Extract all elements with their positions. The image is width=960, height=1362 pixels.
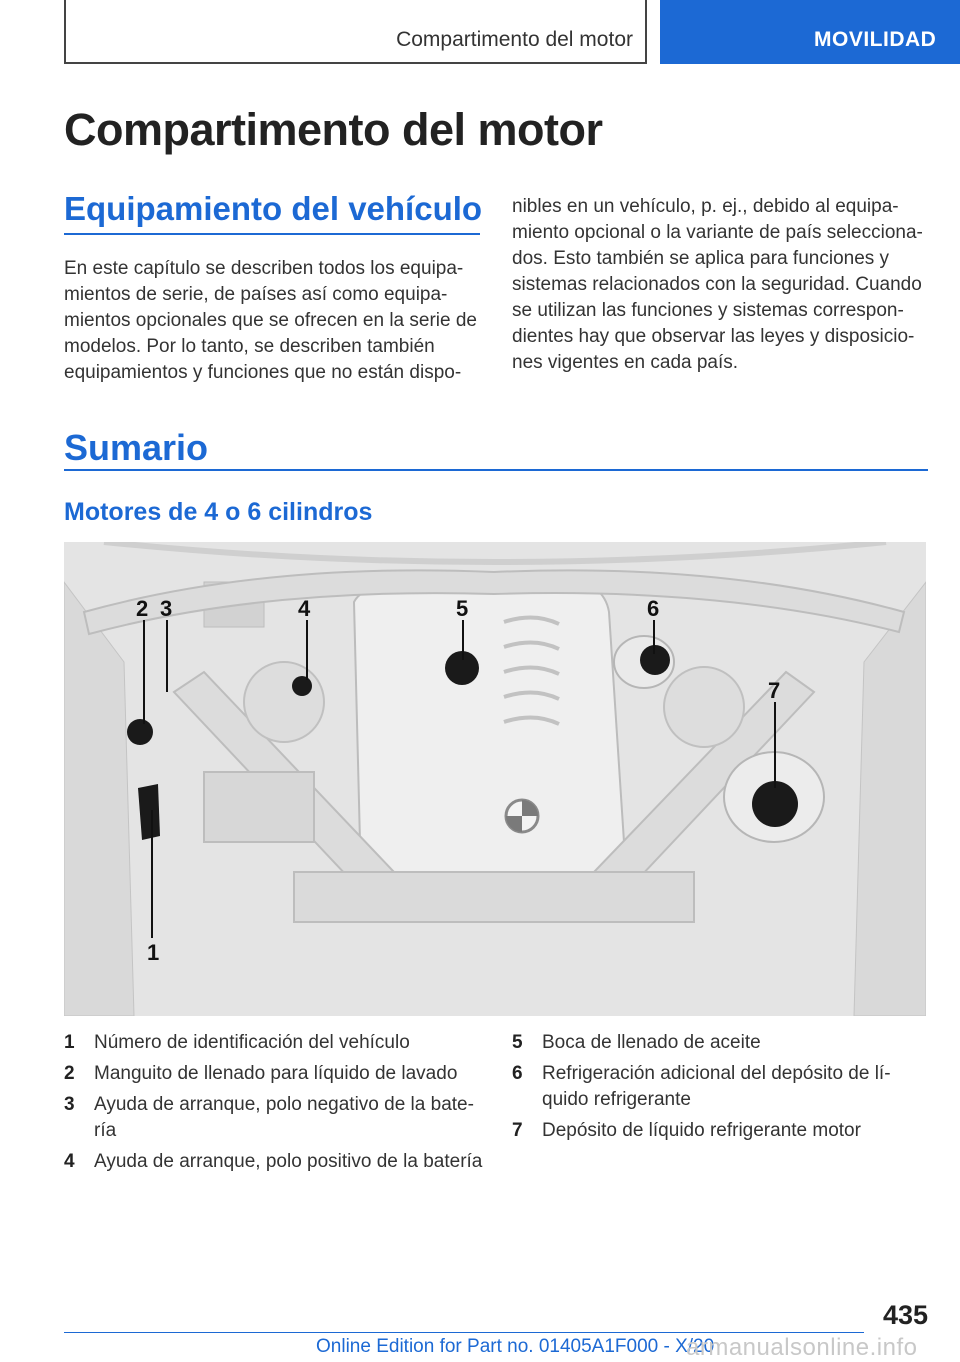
footer-edition: Online Edition for Part no. 01405A1F000 - X/20 <box>316 1336 715 1357</box>
legend-text: Refrigeración adicional del depósito de lí-quido refrigerante <box>542 1063 891 1110</box>
legend-number: 1 <box>64 1032 75 1053</box>
legend-item <box>64 1061 484 1087</box>
callout-5: 5 <box>456 596 469 621</box>
callout-3: 3 <box>160 596 173 621</box>
legend-number: 4 <box>64 1151 75 1172</box>
equipment-heading: Equipamiento del vehículo <box>64 190 483 227</box>
legend-number: 3 <box>64 1094 75 1115</box>
callout-2: 2 <box>136 596 149 621</box>
callout-4: 4 <box>298 596 311 621</box>
legend-number: 6 <box>512 1063 523 1084</box>
legend-item <box>64 1092 484 1144</box>
legend-item <box>512 1118 932 1144</box>
equipment-text-left: En este capítulo se describen todos los equipa-mientos de serie, de países así como equipa-mientos opcionales que se ofrecen en la serie de modelos. Por lo tanto, se describen también equipamientos y funciones que no están dispo- <box>64 258 477 383</box>
header-chapter-tab[interactable] <box>660 0 960 64</box>
legend-text: Depósito de líquido refrigerante motor <box>542 1120 861 1141</box>
engine-compartment-illustration <box>64 542 926 1016</box>
watermark: armanualsonline.info <box>686 1334 918 1361</box>
legend-item <box>64 1030 484 1056</box>
callout-6: 6 <box>647 596 660 621</box>
summary-heading-rule <box>64 469 928 471</box>
header-section-box <box>64 0 647 64</box>
footer-rule <box>64 1332 864 1333</box>
legend-text: Ayuda de arranque, polo positivo de la batería <box>94 1151 483 1172</box>
header-chapter-title: MOVILIDAD <box>814 28 937 51</box>
legend-text: Ayuda de arranque, polo negativo de la bate-ría <box>94 1094 474 1141</box>
legend-text: Número de identificación del vehículo <box>94 1032 410 1053</box>
legend-text: Manguito de llenado para líquido de lavado <box>94 1063 458 1084</box>
legend-text: Boca de llenado de aceite <box>542 1032 761 1053</box>
legend-item <box>512 1061 932 1113</box>
legend-list-left <box>64 1030 484 1180</box>
callout-7: 7 <box>768 678 781 703</box>
legend-number: 7 <box>512 1120 523 1141</box>
equipment-text-right: nibles en un vehículo, p. ej., debido al equipa-miento opcional o la variante de país seleccionа-dos. Esto también se aplica para funciones y sistemas relacionados con la seguridad. Cuando se utilizan las funciones y sistemas correspon-dientes hay que observar las leyes y disposicio-nes vigentes en cada país. <box>512 196 923 373</box>
equipment-heading-rule <box>64 233 480 235</box>
engine-subheading: Motores de 4 o 6 cilindros <box>64 498 373 526</box>
legend-item <box>512 1030 932 1056</box>
summary-heading: Sumario <box>64 427 209 468</box>
legend-number: 2 <box>64 1063 75 1084</box>
legend-number: 5 <box>512 1032 523 1053</box>
page-title: Compartimento del motor <box>64 104 603 155</box>
legend-item <box>64 1149 484 1175</box>
page-number: 435 <box>882 1300 928 1330</box>
callout-1: 1 <box>147 940 160 965</box>
legend-list-right <box>512 1030 932 1149</box>
header-section-title: Compartimento del motor <box>396 28 633 51</box>
